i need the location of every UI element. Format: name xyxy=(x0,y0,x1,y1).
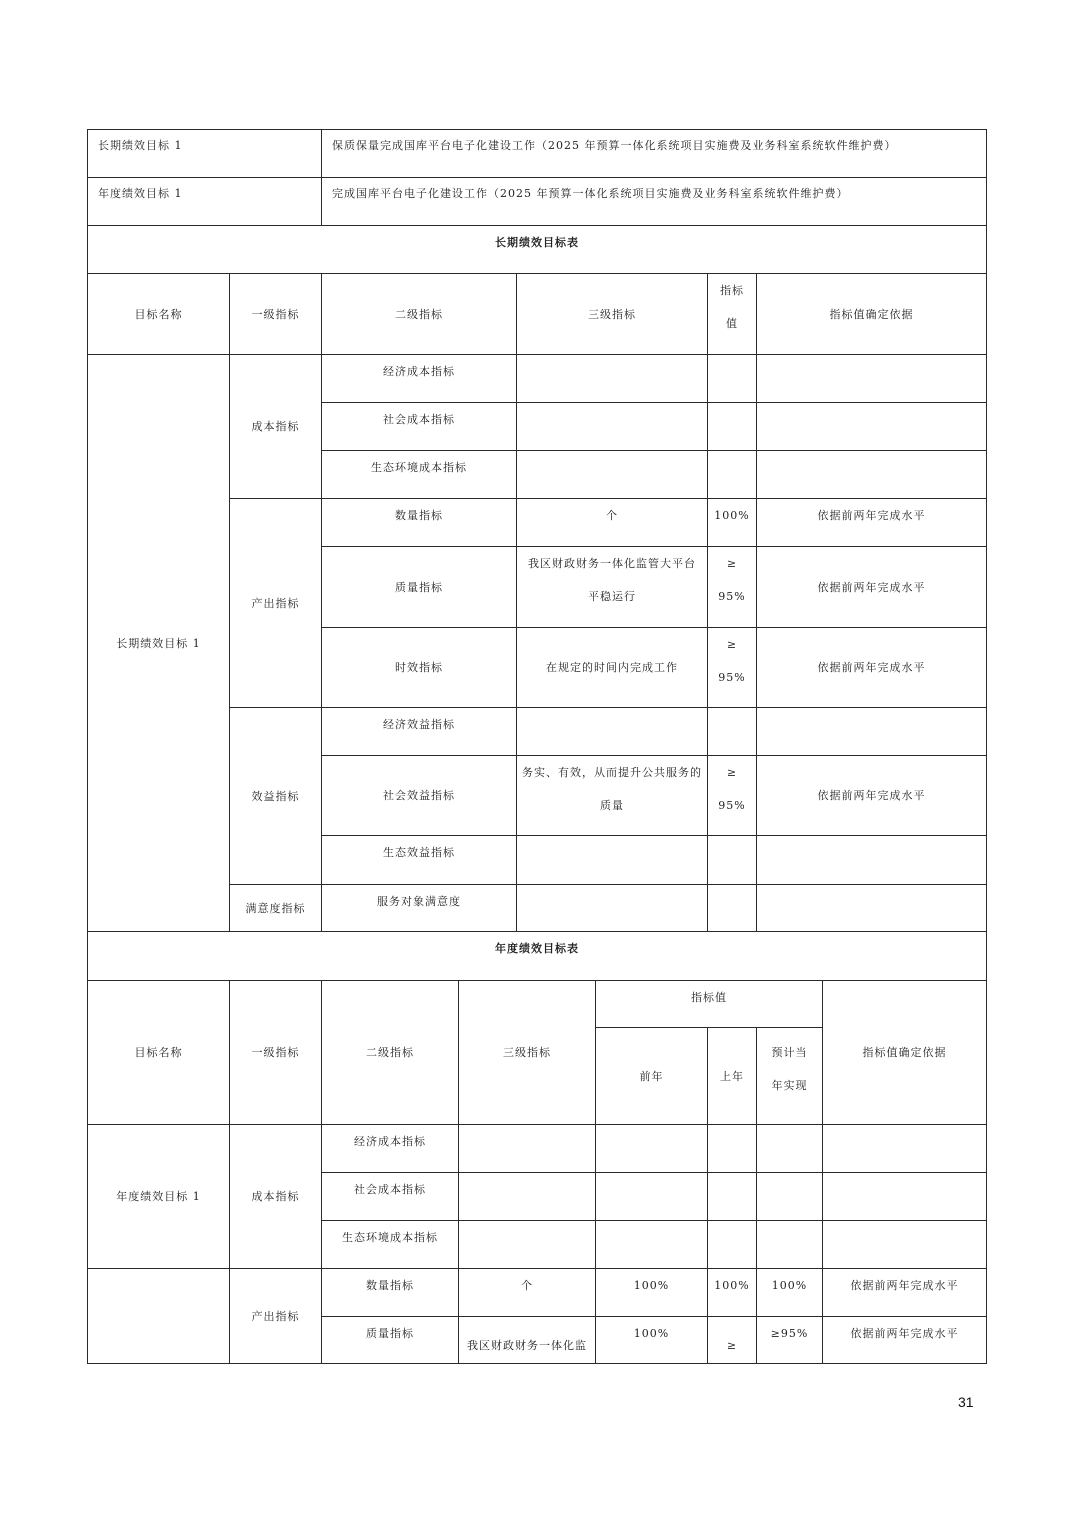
table-row-level2: 质量指标 xyxy=(321,546,517,628)
table-row-value xyxy=(707,546,757,628)
annual-header-level3: 三级指标 xyxy=(458,980,596,1125)
table-row-level2: 数量指标 xyxy=(321,498,517,547)
table-row-value xyxy=(707,354,757,403)
table-row-basis: 依据前两年完成水平 xyxy=(756,755,987,836)
table-row-basis xyxy=(756,354,987,403)
table-row-basis xyxy=(822,1124,987,1173)
table-row-value xyxy=(707,707,757,756)
table-row-prev1: ≥ xyxy=(707,1316,757,1364)
table-row-level3: 个 xyxy=(458,1268,596,1317)
annual-group-cost: 成本指标 xyxy=(229,1124,322,1269)
table-row-value-line1: ≥ xyxy=(726,557,738,570)
table-row-value-line2: 95% xyxy=(718,671,746,684)
long-goal-text: 保质保量完成国库平台电子化建设工作（2025 年预算一体化系统项目实施费及业务科室系统软件维护费） xyxy=(321,129,987,178)
table-row-prev1 xyxy=(707,1220,757,1269)
long-header-level2: 二级指标 xyxy=(321,273,517,355)
table-row-level3 xyxy=(516,835,708,885)
table-row-level2: 经济效益指标 xyxy=(321,707,517,756)
table-row-level3 xyxy=(516,402,708,451)
table-row-level2: 经济成本指标 xyxy=(321,1124,459,1173)
table-row-level2: 社会效益指标 xyxy=(321,755,517,836)
table-row-prev2 xyxy=(595,1172,708,1221)
table-row-level3 xyxy=(516,546,708,628)
long-goal-label: 长期绩效目标 1 xyxy=(87,129,322,178)
long-header-value-line2: 值 xyxy=(726,317,738,330)
table-row-prev1 xyxy=(707,1172,757,1221)
table-row-level3 xyxy=(458,1220,596,1269)
table-row-basis xyxy=(822,1172,987,1221)
long-header-value-line1: 指标 xyxy=(720,284,744,297)
table-row-expected: 100% xyxy=(756,1268,823,1317)
table-row-value-line2: 95% xyxy=(718,590,746,603)
table-row-level2: 质量指标 xyxy=(321,1316,459,1364)
table-row-level2: 数量指标 xyxy=(321,1268,459,1317)
table-row-level3 xyxy=(458,1124,596,1173)
long-goal-name: 长期绩效目标 1 xyxy=(87,354,230,932)
annual-header-expected-line2: 年实现 xyxy=(771,1079,808,1092)
table-row-prev2 xyxy=(595,1220,708,1269)
annual-goal-text: 完成国库平台电子化建设工作（2025 年预算一体化系统项目实施费及业务科室系统软件维护费） xyxy=(321,177,987,226)
long-group-satisfaction: 满意度指标 xyxy=(229,884,322,932)
table-row-level3 xyxy=(516,450,708,499)
table-row-level2: 服务对象满意度 xyxy=(321,884,517,932)
table-row-basis: 依据前两年完成水平 xyxy=(756,627,987,708)
table-row-expected: ≥95% xyxy=(756,1316,823,1364)
table-row-prev2 xyxy=(595,1124,708,1173)
annual-goal-label: 年度绩效目标 1 xyxy=(87,177,322,226)
table-row-level2: 生态环境成本指标 xyxy=(321,1220,459,1269)
table-row-value: 100% xyxy=(707,498,757,547)
table-row-level2: 时效指标 xyxy=(321,627,517,708)
annual-header-expected xyxy=(756,1027,823,1125)
long-header-level3: 三级指标 xyxy=(516,273,708,355)
table-row-value xyxy=(707,627,757,708)
table-row-level2: 生态环境成本指标 xyxy=(321,450,517,499)
table-row-level2: 社会成本指标 xyxy=(321,1172,459,1221)
annual-header-level1: 一级指标 xyxy=(229,980,322,1125)
table-row-basis xyxy=(756,450,987,499)
table-row-value xyxy=(707,755,757,836)
table-row-level2: 生态效益指标 xyxy=(321,835,517,885)
table-row-prev2: 100% xyxy=(595,1268,708,1317)
table-row-level3-line1: 我区财政财务一体化监管大平台 xyxy=(528,557,696,570)
long-header-value xyxy=(707,273,757,355)
long-group-cost: 成本指标 xyxy=(229,354,322,499)
long-group-output: 产出指标 xyxy=(229,498,322,708)
table-row-basis xyxy=(822,1220,987,1269)
table-row-expected xyxy=(756,1124,823,1173)
table-row-value xyxy=(707,884,757,932)
table-row-level3-line1: 务实、有效，从而提升公共服务的 xyxy=(522,766,702,779)
table-row-expected xyxy=(756,1220,823,1269)
annual-header-prev1: 上年 xyxy=(707,1027,757,1125)
long-header-basis: 指标值确定依据 xyxy=(756,273,987,355)
annual-header-expected-line1: 预计当 xyxy=(771,1046,808,1059)
table-row-level3: 个 xyxy=(516,498,708,547)
page-number: 31 xyxy=(958,1394,974,1410)
table-row-value-line1: ≥ xyxy=(726,766,738,779)
annual-header-value: 指标值 xyxy=(595,980,823,1028)
table-row-value-line2: 95% xyxy=(718,799,746,812)
annual-header-level2: 二级指标 xyxy=(321,980,459,1125)
table-row-level2: 经济成本指标 xyxy=(321,354,517,403)
long-group-benefit: 效益指标 xyxy=(229,707,322,885)
annual-goal-name-cont xyxy=(87,1268,230,1364)
table-row-basis xyxy=(756,884,987,932)
table-row-value xyxy=(707,402,757,451)
table-row-prev1: 100% xyxy=(707,1268,757,1317)
annual-group-output: 产出指标 xyxy=(229,1268,322,1364)
table-row-level2: 社会成本指标 xyxy=(321,402,517,451)
table-row-level3: 在规定的时间内完成工作 xyxy=(516,627,708,708)
table-row-prev2: 100% xyxy=(595,1316,708,1364)
table-row-expected xyxy=(756,1172,823,1221)
table-row-basis: 依据前两年完成水平 xyxy=(756,498,987,547)
table-row-level3-line2: 质量 xyxy=(600,799,624,812)
table-row-value-line1: ≥ xyxy=(726,638,738,651)
annual-header-prev2: 前年 xyxy=(595,1027,708,1125)
table-row-level3 xyxy=(516,755,708,836)
table-row-level3 xyxy=(516,354,708,403)
table-row-level3 xyxy=(516,884,708,932)
table-row-basis: 依据前两年完成水平 xyxy=(756,546,987,628)
table-row-basis xyxy=(756,707,987,756)
annual-goal-name: 年度绩效目标 1 xyxy=(87,1124,230,1269)
table-row-basis: 依据前两年完成水平 xyxy=(822,1316,987,1364)
table-row-value xyxy=(707,835,757,885)
annual-table-title: 年度绩效目标表 xyxy=(87,931,987,981)
annual-header-basis: 指标值确定依据 xyxy=(822,980,987,1125)
table-row-basis xyxy=(756,402,987,451)
table-row-value xyxy=(707,450,757,499)
table-row-level3: 我区财政财务一体化监 xyxy=(458,1316,596,1364)
long-table-title: 长期绩效目标表 xyxy=(87,225,987,274)
table-row-basis xyxy=(756,835,987,885)
table-row-level3 xyxy=(458,1172,596,1221)
annual-header-name: 目标名称 xyxy=(87,980,230,1125)
table-row-level3 xyxy=(516,707,708,756)
table-row-level3-line2: 平稳运行 xyxy=(588,590,636,603)
long-header-level1: 一级指标 xyxy=(229,273,322,355)
long-header-name: 目标名称 xyxy=(87,273,230,355)
table-row-basis: 依据前两年完成水平 xyxy=(822,1268,987,1317)
table-row-prev1 xyxy=(707,1124,757,1173)
